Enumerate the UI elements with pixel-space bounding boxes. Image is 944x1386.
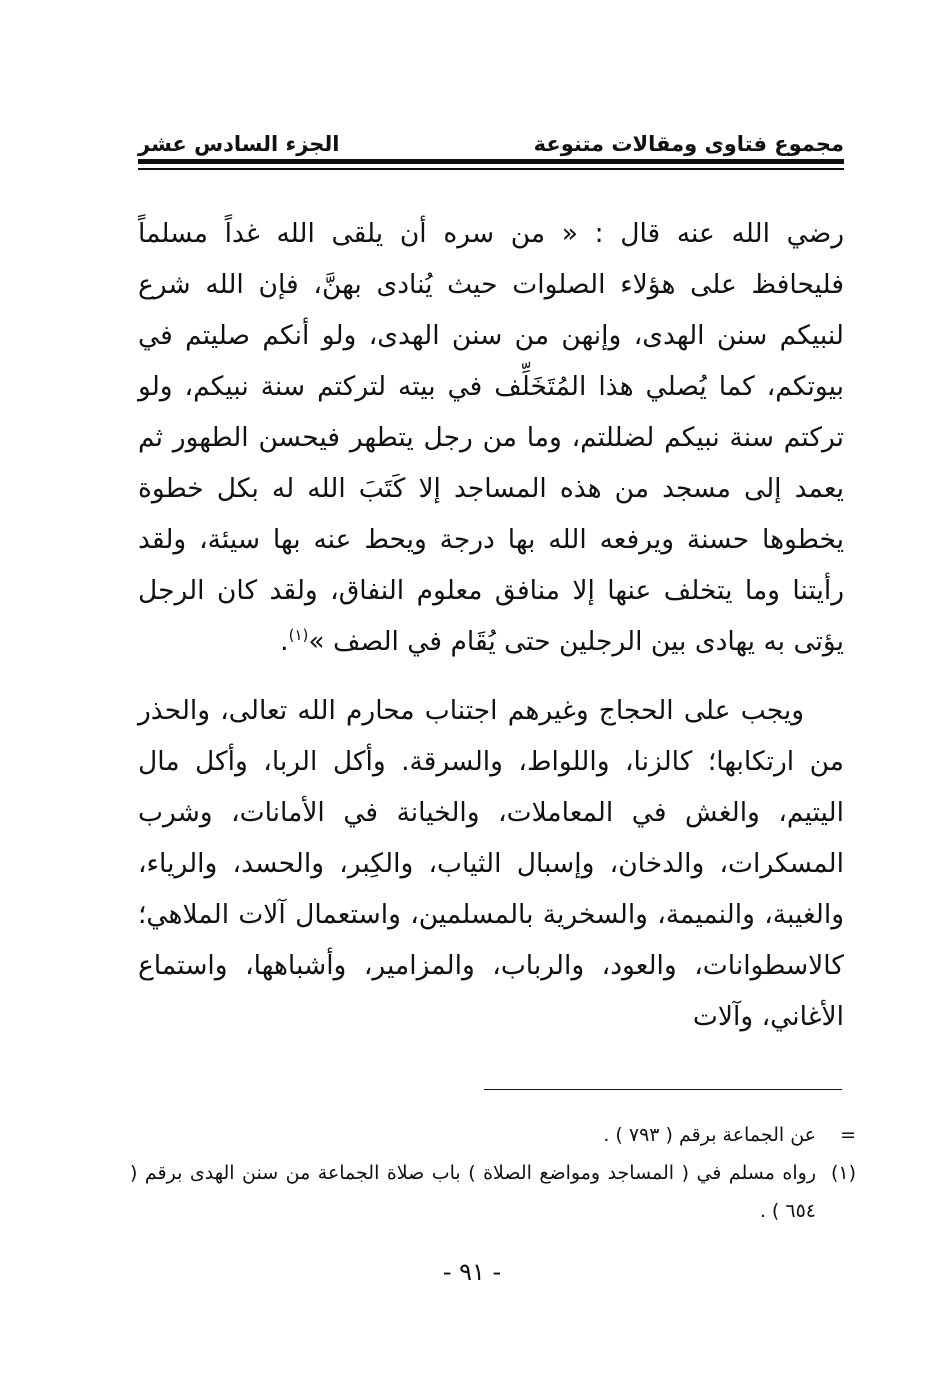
footnote-1 (130, 1154, 856, 1230)
book-title: مجموع فتاوى ومقالات متنوعة (533, 132, 844, 156)
footnote-marker: = (840, 1124, 856, 1146)
header-rule-thick (138, 159, 844, 164)
footnote-ref-1: (١) (288, 626, 309, 645)
main-text (138, 208, 844, 1042)
paragraph-2: ويجب على الحجاج وغيرهم اجتناب محارم الله تعالى، والحذر من ارتكابها؛ كالزنا، واللواط، والسرقة. وأكل الربا، وأكل مال اليتيم، والغش في المعاملات، والخيانة في الأمانات، وشرب المسكرات، والدخان، وإسبال الثياب، والكِبر، والحسد، والرياء، والغيبة، والنميمة، والسخرية بالمسلمين، واستعمال آلات الملاهي؛ كالاسطوانات، والعود، والرباب، والمزامير، وأشباهها، واستماع الأغاني، وآلات (138, 695, 844, 1032)
footnote-continuation (130, 1116, 856, 1154)
running-header (138, 122, 844, 156)
paragraph-1 (138, 208, 844, 667)
paragraph-1-end: . (280, 626, 289, 657)
header-rule-thin (138, 168, 844, 170)
footnotes (130, 1116, 856, 1230)
footnote-marker: (١) (830, 1162, 856, 1184)
footnote-text: رواه مسلم في ( المساجد ومواضع الصلاة ) باب صلاة الجماعة من سنن الهدى برقم ( ٦٥٤ ) . (130, 1162, 816, 1222)
page-number: - ٩١ - (442, 1258, 502, 1286)
footnote-separator (484, 1089, 842, 1090)
paragraph-1-text: رضي الله عنه قال : « من سره أن يلقى الله غداً مسلماً فليحافظ على هؤلاء الصلوات حيث يُنادى بهنَّ، فإن الله شرع لنبيكم سنن الهدى، وإنهن من سنن الهدى، ولو أنكم صليتم في بيوتكم، كما يُصلي هذا المُتَخَلِّف في بيته لتركتم سنة نبيكم، ولو تركتم سنة نبيكم لضللتم، وما من رجل يتطهر فيحسن الطهور ثم يعمد إلى مسجد من هذه المساجد إلا كَتَبَ الله له بكل خطوة يخطوها حسنة ويرفعه الله بها درجة ويحط عنه بها سيئة، ولقد رأيتنا وما يتخلف عنها إلا منافق معلوم النفاق، ولقد كان الرجل يؤتى به يهادى بين الرجلين حتى يُقَام في الصف » (138, 218, 844, 657)
footnote-text: عن الجماعة برقم ( ٧٩٣ ) . (603, 1124, 816, 1146)
volume-label: الجزء السادس عشر (138, 132, 340, 156)
